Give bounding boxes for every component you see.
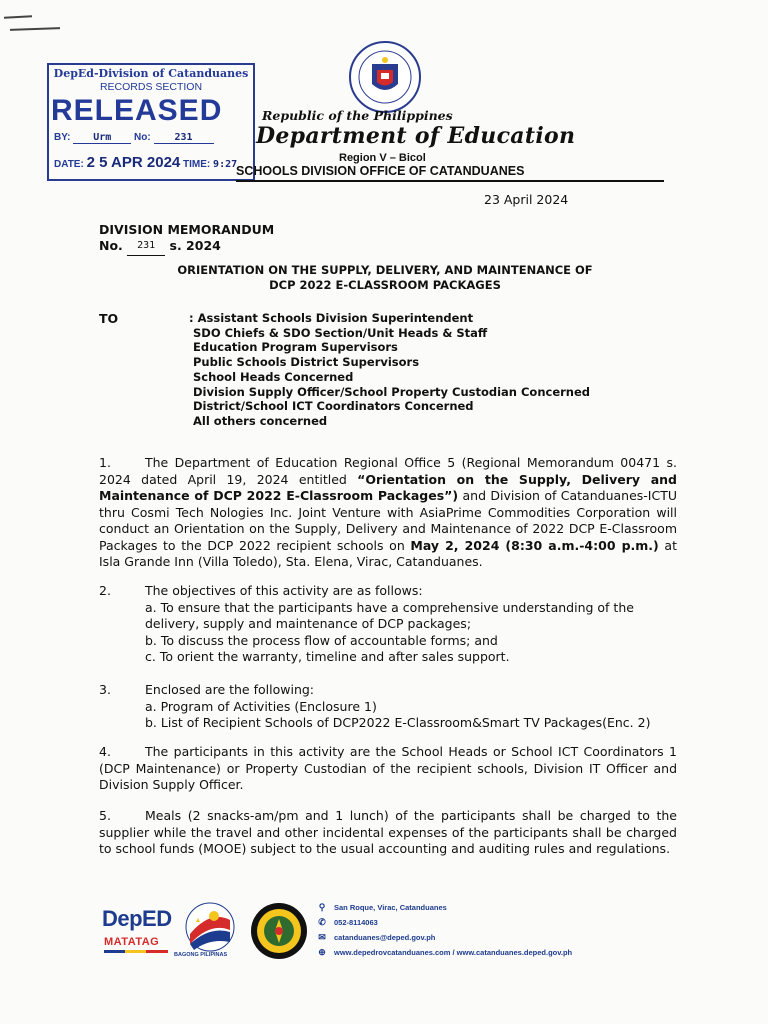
recipient-item: Education Program Supervisors — [193, 340, 398, 355]
stamp-by-value: Urm — [73, 132, 131, 144]
paragraph-number: 3. — [99, 682, 111, 697]
stamp-no-value: 231 — [154, 132, 214, 144]
stamp-by-row — [54, 132, 214, 144]
released-stamp — [47, 63, 255, 181]
list-item: c. To orient the warranty, timeline and after sales support. — [145, 649, 510, 664]
to-label: TO — [99, 311, 119, 326]
contact-phone: ✆ 052-8114063 — [316, 917, 378, 929]
location-pin-icon: ⚲ — [318, 902, 326, 912]
objectives-list — [145, 600, 677, 666]
stamp-date-row — [54, 154, 237, 171]
paragraph-5: 5. Meals (2 snacks-am/pm and 1 lunch) of the participants shall be charged to the supplier while the travel and other incidental expenses of the participants shall be charged to school funds (MOOE) subject to the usual accounting and auditing rules and regulations. — [99, 808, 677, 856]
paragraph-number: 5. — [99, 808, 111, 823]
stamp-by-label: BY: — [54, 132, 71, 143]
memo-number: 231 — [127, 238, 165, 256]
paragraph-number: 2. — [99, 583, 111, 598]
phone-icon: ✆ — [318, 917, 326, 927]
list-item: b. List of Recipient Schools of DCP2022 E-Classroom&Smart TV Packages(Enc. 2) — [145, 715, 651, 730]
paragraph-3: 3. Enclosed are the following: a. Program of Activities (Enclosure 1) b. List of Recipient Schools of DCP2022 E-Classroom&Smart TV Packages(Enc. 2) — [99, 682, 677, 732]
sdo-catanduanes-seal-icon — [250, 902, 308, 960]
stamp-section: RECORDS SECTION — [99, 81, 203, 93]
stamp-status: RELEASED — [51, 94, 223, 127]
recipient-item: District/School ICT Coordinators Concerned — [193, 399, 474, 414]
list-item: b. To discuss the process flow of accountable forms; and — [145, 632, 498, 648]
paragraph-number: 1. — [99, 455, 111, 470]
deped-seal-icon — [348, 40, 422, 114]
recipient-item: Division Supply Officer/School Property Custodian Concerned — [193, 384, 591, 399]
stamp-time-value: 9:27 — [213, 159, 238, 170]
list-item: a. To ensure that the participants have a comprehensive understanding of the delivery, supply and maintenance of DCP packages; — [145, 599, 634, 631]
matatag-text: MATATAG — [104, 936, 160, 948]
enclosures-list — [145, 699, 677, 732]
recipient-item: All others concerned — [193, 413, 328, 428]
department-name: Department of Education — [256, 123, 576, 149]
stamp-date-label: DATE: — [54, 159, 84, 170]
contact-email[interactable]: ✉ catanduanes@deped.gov.ph — [316, 932, 435, 944]
recipient-item: School Heads Concerned — [193, 369, 354, 384]
contact-website[interactable]: ⊕ www.depedrovcatanduanes.com / www.catanduanes.deped.gov.ph — [316, 947, 572, 959]
deped-matatag-logo — [100, 900, 175, 960]
recipient-item: SDO Chiefs & SDO Section/Unit Heads & Staff — [193, 325, 488, 340]
memo-number-line: No. 231 s. 2024 — [99, 238, 221, 256]
division-office: SCHOOLS DIVISION OFFICE OF CATANDUANES — [236, 164, 525, 178]
paragraph-1: 1. The Department of Education Regional Office 5 (Regional Memorandum 00471 s. 2024 dated April 19, 2024 entitled “Orientation on the Supply, Delivery and Maintenance of DCP 2022 E-Classroom Packages”) and Division of Catanduanes-ICTU thru Cosmi Tech Nologies Inc. Joint Venture with AsiaPrime Commodities Corporation will conduct an Orientation on the Supply, Delivery and Maintenance of 2022 DCP E-Classroom Packages to the DCP 2022 recipient schools on May 2, 2024 (8:30 a.m.-4:00 p.m.) at Isla Grande Inn (Villa Toledo), Sta. Elena, Virac, Catanduanes. — [99, 455, 677, 569]
recipient-item: : Assistant Schools Division Superintendent — [189, 311, 474, 325]
paragraph-4: 4. The participants in this activity are the School Heads or School ICT Coordinators 1 (DCP Maintenance) or Property Custodian of the recipient schools, Division IT Officer and Division Supply Officer. — [99, 744, 677, 792]
stamp-no-label: No: — [134, 132, 151, 143]
memo-date: 23 April 2024 — [484, 192, 569, 207]
region-line: Region V – Bicol — [339, 152, 426, 164]
bagong-pilipinas-label: BAGONG PILIPINAS — [174, 952, 228, 958]
contact-address: ⚲ San Roque, Virac, Catanduanes — [316, 902, 447, 914]
memo-type: DIVISION MEMORANDUM — [99, 222, 275, 237]
paragraph-number: 4. — [99, 744, 111, 759]
margin-pen-marks — [4, 14, 64, 44]
republic-line: Republic of the Philippines — [262, 108, 453, 123]
header-divider — [236, 180, 664, 182]
stamp-date-value: 2 5 APR 2024 — [86, 154, 181, 171]
recipient-item: Public Schools District Supervisors — [193, 355, 420, 370]
paragraph-2: 2. The objectives of this activity are as follows: a. To ensure that the participants have a comprehensive understanding of the delivery, supply and maintenance of DCP packages; b. To discuss the process flow of accountable forms; and c. To orient the warranty, timeline and after sales support. — [99, 583, 677, 666]
stamp-time-label: TIME: — [183, 159, 211, 170]
email-icon: ✉ — [318, 932, 326, 942]
stamp-office: DepEd-Division of Catanduanes — [53, 67, 249, 80]
recipient-list — [189, 311, 590, 429]
list-item: a. Program of Activities (Enclosure 1) — [145, 698, 377, 714]
memo-subject: ORIENTATION ON THE SUPPLY, DELIVERY, AND MAINTENANCE OF DCP 2022 E-CLASSROOM PACKAGES — [177, 263, 593, 292]
globe-icon: ⊕ — [318, 947, 326, 957]
deped-logo-text: DepED — [102, 906, 172, 931]
